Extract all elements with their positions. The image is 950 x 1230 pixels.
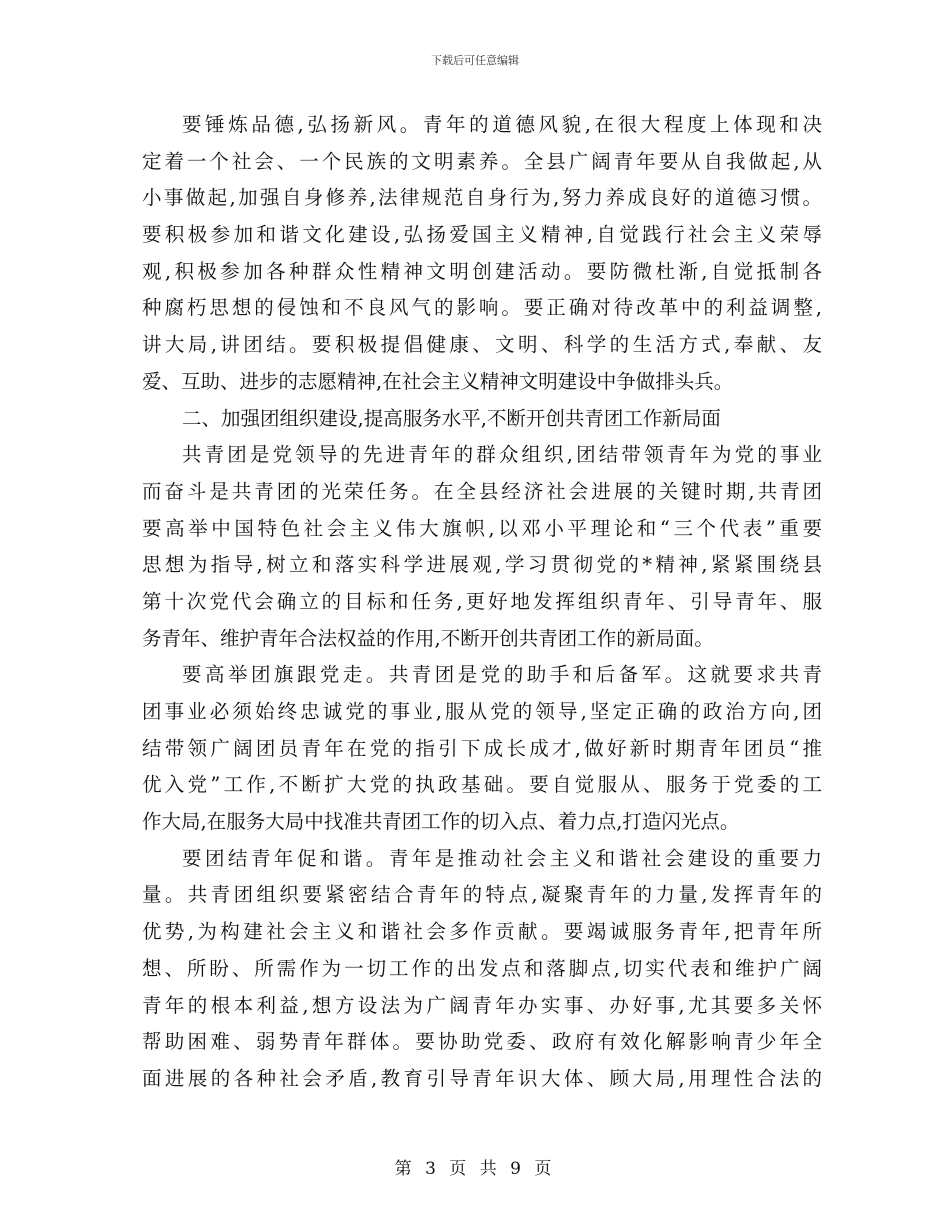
text-line: 而奋斗是共青团的光荣任务。在全县经济社会进展的关键时期,共青团 [142,479,822,503]
header-note: 下载后可任意编辑 [431,54,519,67]
text-line: 务青年、维护青年合法权益的作用,不断开创共青团工作的新局面。 [142,626,714,650]
text-line: 帮助困难、弱势青年群体。要协助党委、政府有效化解影响青少年全 [142,1030,822,1054]
text-line: 要锤炼品德,弘扬新风。青年的道德风貌,在很大程度上体现和决 [182,113,822,136]
text-line: 种腐朽思想的侵蚀和不良风气的影响。要正确对待改革中的利益调整, [142,296,822,320]
text-line: 小事做起,加强自身修养,法律规范自身行为,努力养成良好的道德习惯。 [142,186,822,210]
document-body [142,107,822,1098]
text-line: 要高举团旗跟党走。共青团是党的助手和后备军。这就要求共青 [182,663,822,687]
text-line: 观,积极参加各种群众性精神文明创建活动。要防微杜渐,自觉抵制各 [142,259,822,283]
text-line: 量。共青团组织要紧密结合青年的特点,凝聚青年的力量,发挥青年的 [142,883,822,907]
text-line: 优势,为构建社会主义和谐社会多作贡献。要竭诚服务青年,把青年所 [142,920,822,944]
text-line: 面进展的各种社会矛盾,教育引导青年识大体、顾大局,用理性合法的 [142,1066,822,1090]
text-line: 要高举中国特色社会主义伟大旗帜,以邓小平理论和“三个代表”重要 [142,516,822,540]
text-line: 定着一个社会、一个民族的文明素养。全县广阔青年要从自我做起,从 [142,149,822,173]
text-line: 作大局,在服务大局中找准共青团工作的切入点、着力点,打造闪光点。 [142,810,740,834]
text-line: 团事业必须始终忠诚党的事业,服从党的领导,坚定正确的政治方向,团 [142,700,822,723]
text-line: 要积极参加和谐文化建设,弘扬爱国主义精神,自觉践行社会主义荣辱 [142,223,822,247]
page-number: 第 3 页 共 9 页 [394,1159,556,1179]
text-line: 二、加强团组织建设,提高服务水平,不断开创共青团工作新局面 [182,406,721,430]
text-line: 结带领广阔团员青年在党的指引下成长成才,做好新时期青年团员“推 [142,736,822,760]
text-line: 共青团是党领导的先进青年的群众组织,团结带领青年为党的事业 [182,443,822,467]
text-line: 爱、互助、进步的志愿精神,在社会主义精神文明建设中争做排头兵。 [142,369,734,393]
text-line: 优入党”工作,不断扩大党的执政基础。要自觉服从、服务于党委的工 [142,773,822,797]
text-line: 讲大局,讲团结。要积极提倡健康、文明、科学的生活方式,奉献、友 [142,333,822,357]
text-line: 第十次党代会确立的目标和任务,更好地发挥组织青年、引导青年、服 [142,589,822,613]
text-line: 思想为指导,树立和落实科学进展观,学习贯彻党的*精神,紧紧围绕县 [142,553,822,577]
text-line: 青年的根本利益,想方设法为广阔青年办实事、办好事,尤其要多关怀 [142,993,822,1017]
text-line: 想、所盼、所需作为一切工作的出发点和落脚点,切实代表和维护广阔 [142,956,822,980]
text-line: 要团结青年促和谐。青年是推动社会主义和谐社会建设的重要力 [182,846,822,870]
